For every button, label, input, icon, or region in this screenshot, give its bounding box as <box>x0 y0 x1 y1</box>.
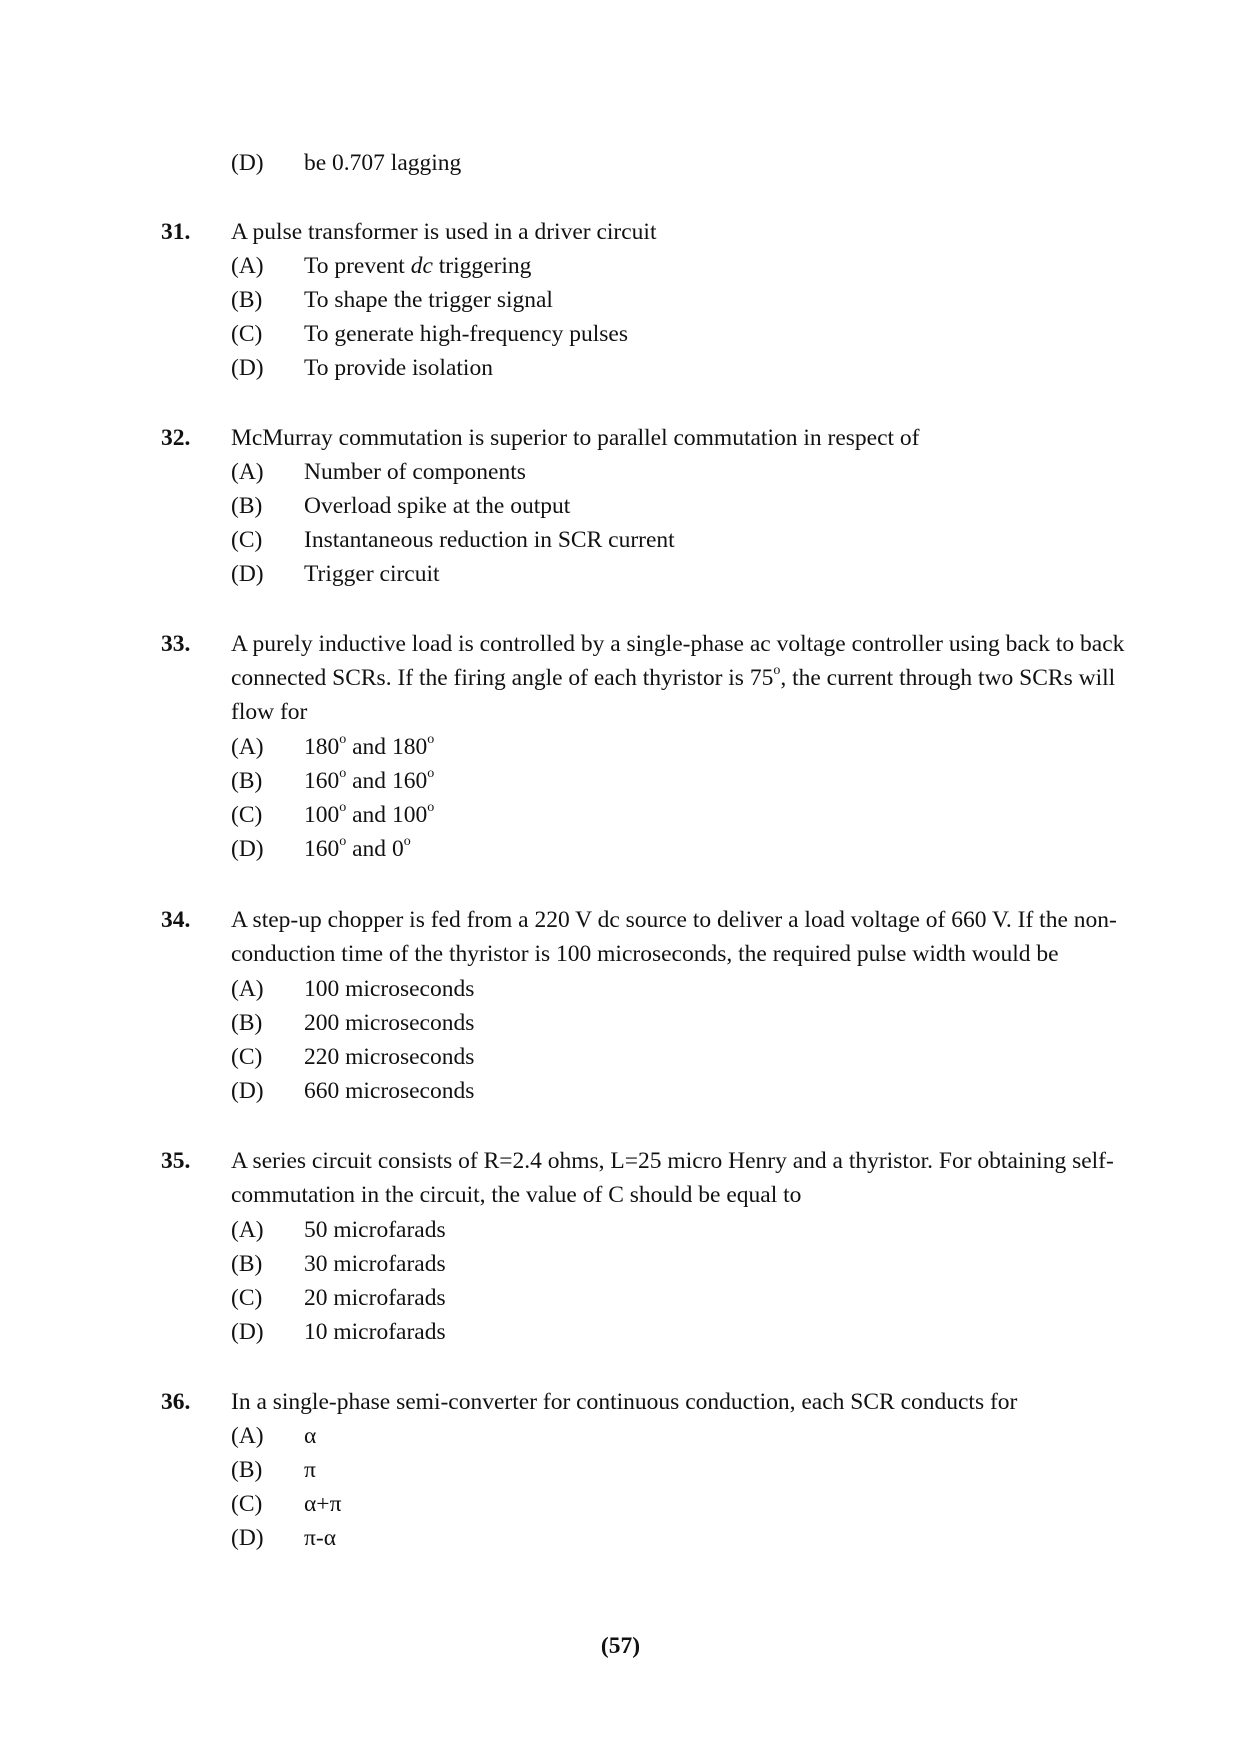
option-text: To generate high-frequency pulses <box>304 321 628 347</box>
option-text: 20 microfarads <box>304 1285 446 1311</box>
option-letter: (B) <box>231 768 263 794</box>
option-text: Instantaneous reduction in SCR current <box>304 527 675 553</box>
question-stem: A purely inductive load is controlled by a single-phase ac voltage controller using back to back <box>231 631 1125 657</box>
option-text: π-α <box>304 1525 337 1551</box>
option-letter: (A) <box>231 1217 264 1243</box>
option-text: be 0.707 lagging <box>304 150 462 176</box>
question-stem: A step-up chopper is fed from a 220 V dc source to deliver a load voltage of 660 V. If the non- <box>231 907 1117 933</box>
option-text: α+π <box>304 1491 342 1517</box>
question-stem: McMurray commutation is superior to parallel commutation in respect of <box>231 425 920 451</box>
option-letter: (B) <box>231 1010 263 1036</box>
option-text: 220 microseconds <box>304 1044 475 1070</box>
option-text: 100 microseconds <box>304 976 475 1002</box>
option-letter: (B) <box>231 1251 263 1277</box>
question-stem: commutation in the circuit, the value of C should be equal to <box>231 1182 802 1208</box>
option-letter: (A) <box>231 1423 264 1449</box>
option-letter: (C) <box>231 321 263 347</box>
question-stem: A pulse transformer is used in a driver circuit <box>231 219 657 245</box>
option-letter: (A) <box>231 976 264 1002</box>
option-letter: (B) <box>231 287 263 313</box>
option-text: Overload spike at the output <box>304 493 571 519</box>
option-text: π <box>304 1457 316 1483</box>
option-text: 180$^o$ and 180$^o$ <box>304 732 435 760</box>
option-letter: (D) <box>231 355 264 381</box>
option-letter: (C) <box>231 527 263 553</box>
option-letter: (A) <box>231 734 264 760</box>
question-stem: flow for <box>231 699 308 725</box>
question-number: 31. <box>161 219 191 245</box>
option-text: 100$^o$ and 100$^o$ <box>304 800 435 828</box>
option-text: To provide isolation <box>304 355 493 381</box>
option-text: Number of components <box>304 459 526 485</box>
option-text: 50 microfarads <box>304 1217 446 1243</box>
option-letter: (D) <box>231 836 264 862</box>
option-letter: (B) <box>231 1457 263 1483</box>
option-letter: (C) <box>231 1285 263 1311</box>
option-text: 10 microfarads <box>304 1319 446 1345</box>
option-text: To shape the trigger signal <box>304 287 553 313</box>
option-letter: (D) <box>231 150 264 176</box>
option-letter: (A) <box>231 253 264 279</box>
option-text: 30 microfarads <box>304 1251 446 1277</box>
question-stem: connected SCRs. If the firing angle of each thyristor is 75$^o$, the current through two SCRs will <box>231 663 1116 691</box>
option-letter: (C) <box>231 802 263 828</box>
question-number: 33. <box>161 631 191 657</box>
question-number: 35. <box>161 1148 191 1174</box>
question-number: 34. <box>161 907 191 933</box>
option-text: 160$^o$ and 160$^o$ <box>304 766 435 794</box>
option-text: α <box>304 1423 317 1449</box>
question-number: 36. <box>161 1389 191 1415</box>
question-stem: In a single-phase semi-converter for continuous conduction, each SCR conducts for <box>231 1389 1018 1415</box>
question-number: 32. <box>161 425 191 451</box>
question-stem: conduction time of the thyristor is 100 microseconds, the required pulse width would be <box>231 941 1059 967</box>
question-stem: A series circuit consists of R=2.4 ohms, L=25 micro Henry and a thyristor. For obtaining self- <box>231 1148 1114 1174</box>
option-text: 160$^o$ and 0$^o$ <box>304 834 411 862</box>
option-letter: (C) <box>231 1491 263 1517</box>
option-text: 200 microseconds <box>304 1010 475 1036</box>
option-letter: (D) <box>231 1525 264 1551</box>
page-number: (57) <box>600 1633 641 1659</box>
option-letter: (D) <box>231 1319 264 1345</box>
option-letter: (C) <box>231 1044 263 1070</box>
option-letter: (D) <box>231 561 264 587</box>
option-letter: (D) <box>231 1078 264 1104</box>
option-letter: (B) <box>231 493 263 519</box>
option-text: To prevent dc triggering <box>304 253 532 279</box>
option-text: 660 microseconds <box>304 1078 475 1104</box>
option-text: Trigger circuit <box>304 561 440 587</box>
option-letter: (A) <box>231 459 264 485</box>
